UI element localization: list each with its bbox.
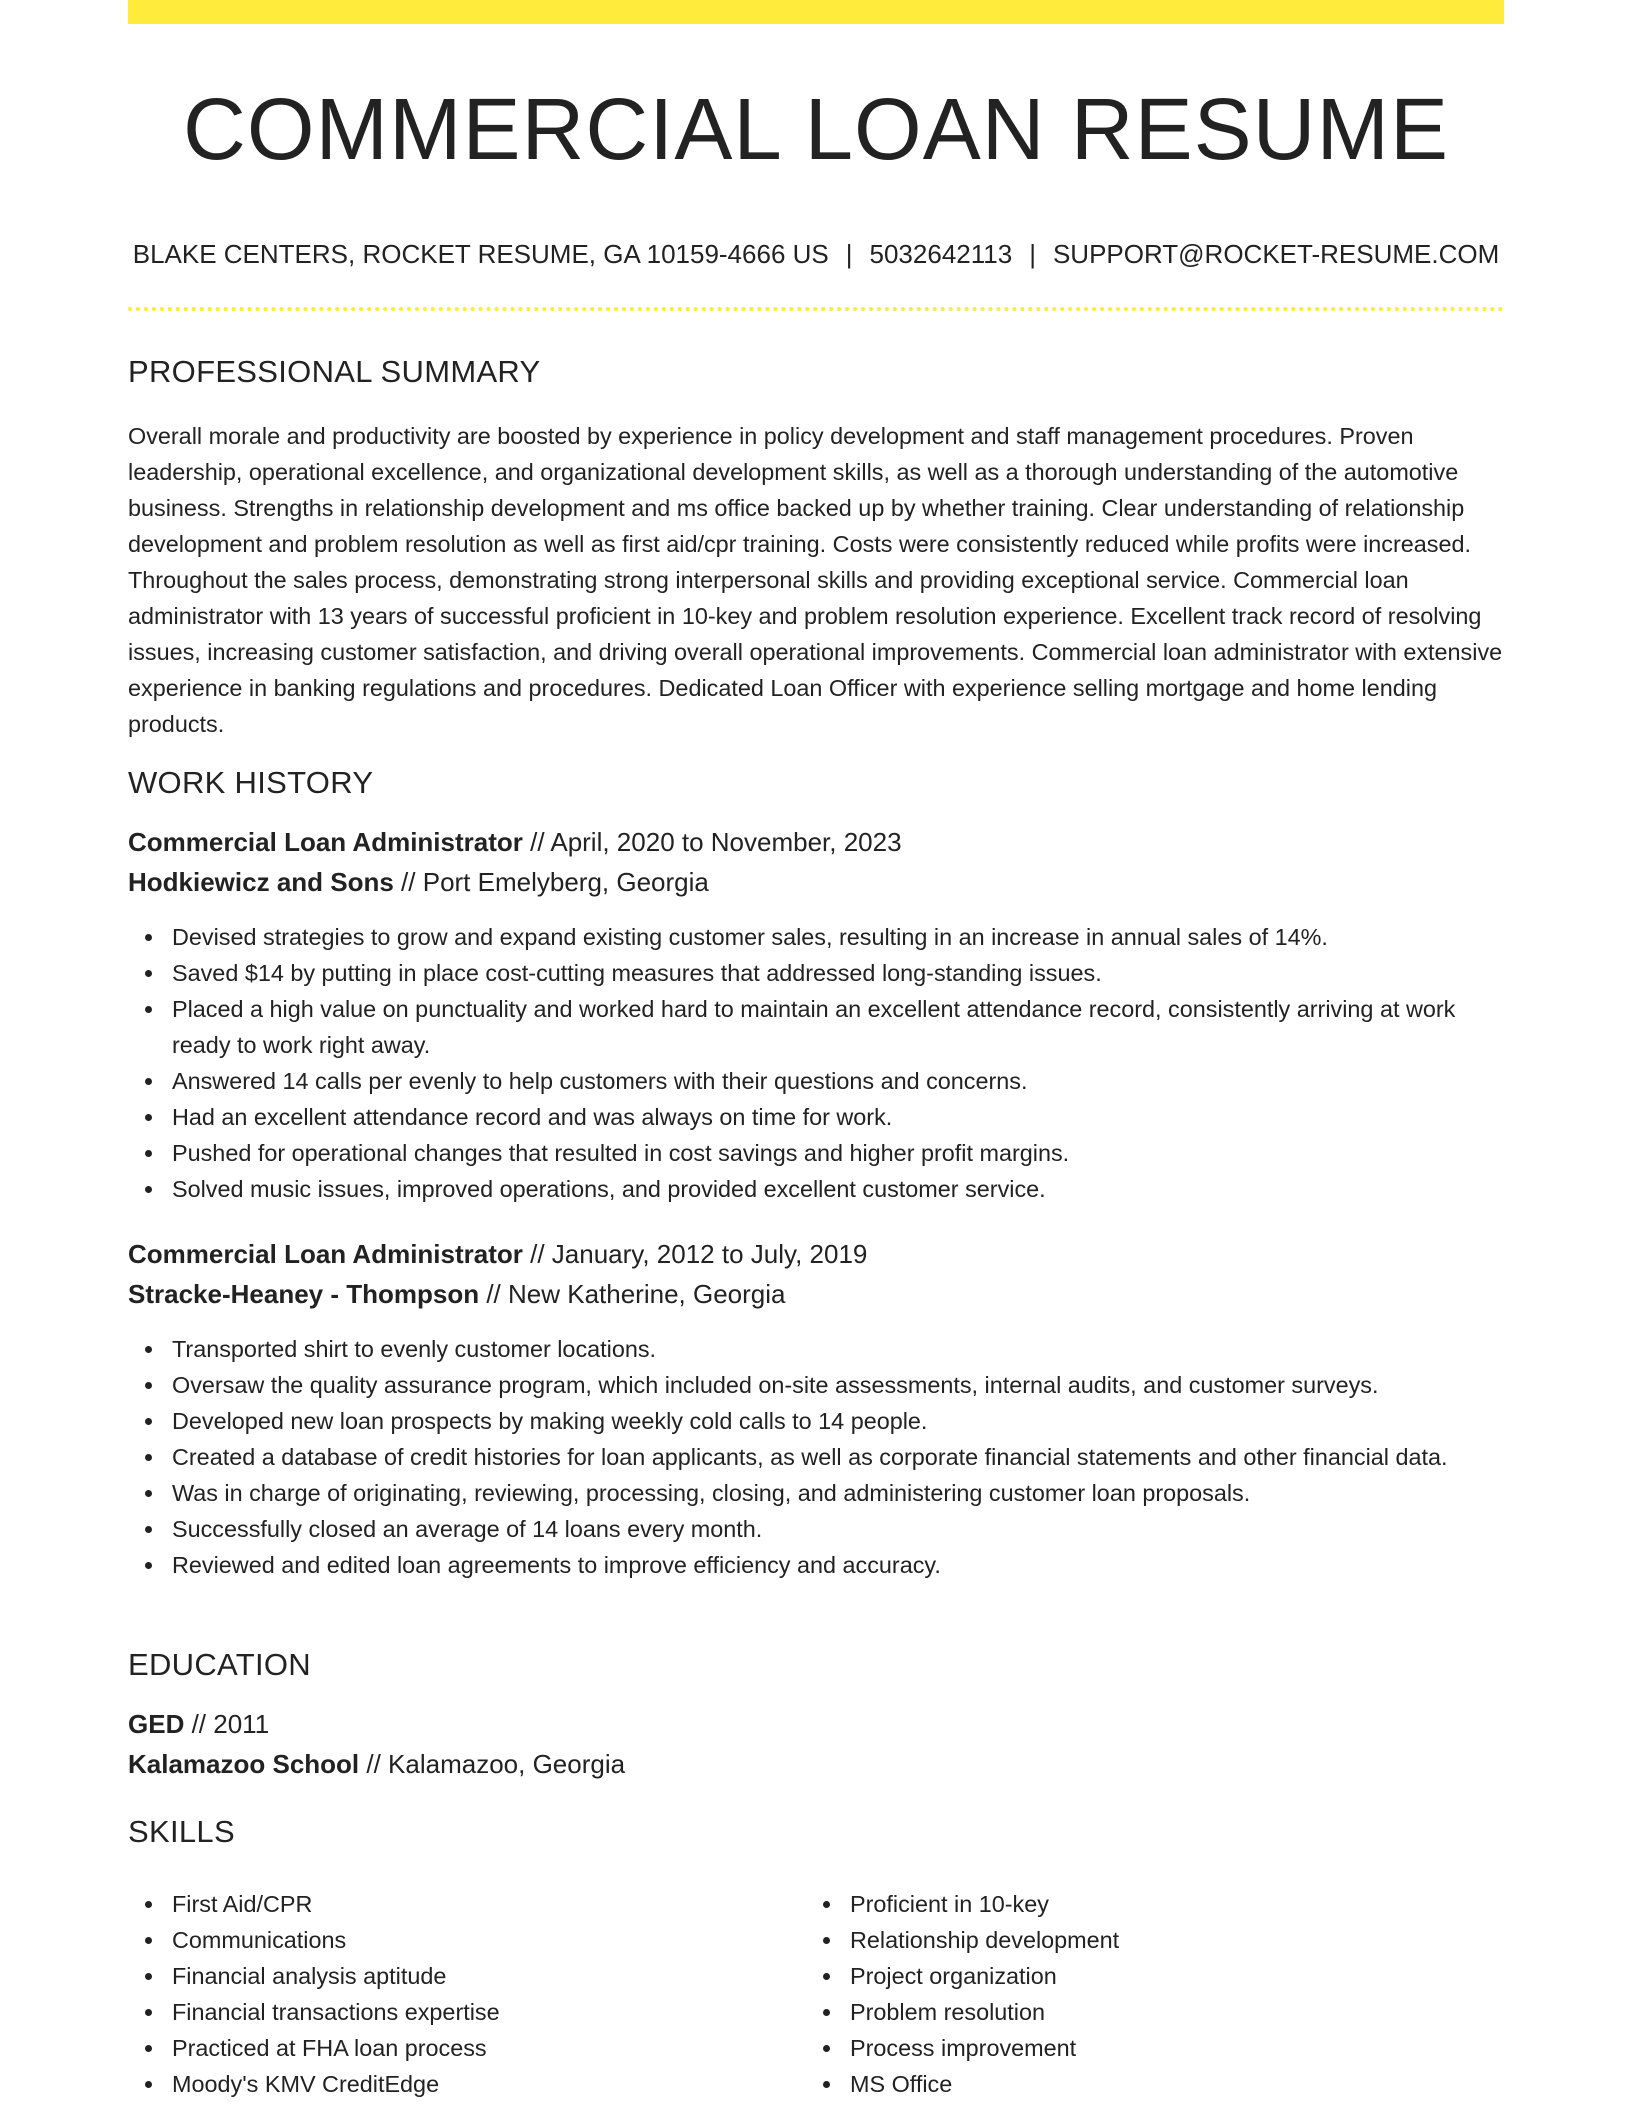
list-item: Placed a high value on punctuality and worked hard to maintain an excellent attendance record, consistently arriving at work ready to work right away. [128, 991, 1504, 1063]
resume-page [128, 0, 1504, 2112]
skills-right-column [806, 1886, 1466, 2102]
list-item: Solved music issues, improved operations, and provided excellent customer service. [128, 1171, 1504, 1207]
job-company-line [128, 864, 709, 900]
education-location: // Kalamazoo, Georgia [359, 1749, 626, 1779]
skill-item: Problem resolution [806, 1994, 1466, 2030]
list-item: Devised strategies to grow and expand existing customer sales, resulting in an increase in annual sales of 14%. [128, 919, 1504, 955]
job-title: Commercial Loan Administrator [128, 827, 523, 857]
contact-line [128, 236, 1504, 272]
education-school: Kalamazoo School [128, 1749, 360, 1779]
job-bullets [128, 1331, 1504, 1583]
job-dates: // January, 2012 to July, 2019 [522, 1239, 868, 1269]
skill-item: Moody's KMV CreditEdge [128, 2066, 788, 2102]
list-item: Created a database of credit histories for loan applicants, as well as corporate financial statements and other financial data. [128, 1439, 1504, 1475]
job-location: // New Katherine, Georgia [479, 1279, 786, 1309]
skill-item: MS Office [806, 2066, 1466, 2102]
skill-item: Proficient in 10-key [806, 1886, 1466, 1922]
skill-item: Practiced at FHA loan process [128, 2030, 788, 2066]
list-item: Reviewed and edited loan agreements to improve efficiency and accuracy. [128, 1547, 1504, 1583]
skill-item: Project organization [806, 1958, 1466, 1994]
skill-item: Process improvement [806, 2030, 1466, 2066]
resume-title: COMMERCIAL LOAN RESUME [183, 81, 1449, 178]
job-company: Hodkiewicz and Sons [128, 867, 394, 897]
skill-item: Financial transactions expertise [128, 1994, 788, 2030]
job-bullets [128, 919, 1504, 1207]
skill-item: Communications [128, 1922, 788, 1958]
education-school-line [128, 1746, 625, 1782]
skill-item: First Aid/CPR [128, 1886, 788, 1922]
list-item: Transported shirt to evenly customer locations. [128, 1331, 1504, 1367]
education-degree: GED [128, 1709, 185, 1739]
list-item: Oversaw the quality assurance program, which included on-site assessments, internal audits, and customer surveys. [128, 1367, 1504, 1403]
job-title-line [128, 824, 902, 860]
contact-address: BLAKE CENTERS, ROCKET RESUME, GA 10159-4666 US [132, 239, 829, 269]
education-year: // 2011 [184, 1709, 270, 1739]
contact-phone: 5032642113 [869, 239, 1013, 269]
list-item: Developed new loan prospects by making weekly cold calls to 14 people. [128, 1403, 1504, 1439]
accent-top-bar [128, 0, 1504, 24]
skills-heading: SKILLS [128, 1814, 235, 1849]
education-heading: EDUCATION [128, 1647, 311, 1682]
list-item: Pushed for operational changes that resulted in cost savings and higher profit margins. [128, 1135, 1504, 1171]
list-item: Successfully closed an average of 14 loans every month. [128, 1511, 1504, 1547]
education-degree-line [128, 1706, 269, 1742]
contact-separator: | [845, 239, 853, 269]
skill-item: Financial analysis aptitude [128, 1958, 788, 1994]
summary-heading: PROFESSIONAL SUMMARY [128, 354, 541, 389]
job-title: Commercial Loan Administrator [128, 1239, 523, 1269]
job-location: // Port Emelyberg, Georgia [393, 867, 709, 897]
job-title-line [128, 1236, 867, 1272]
contact-separator: | [1029, 239, 1036, 269]
job-dates: // April, 2020 to November, 2023 [522, 827, 902, 857]
summary-text: Overall morale and productivity are boosted by experience in policy development and staff management procedures. Proven leadership, operational excellence, and organizational development skills, as well as a thorough understanding of the automotive business. Strengths in relationship development and ms office backed up by whether training. Clear understanding of relationship development and problem resolution as well as first aid/cpr training. Costs were consistently reduced while profits were increased. Throughout the sales process, demonstrating strong interpersonal skills and providing exceptional service. Commercial loan administrator with 13 years of successful proficient in 10-key and problem resolution experience. Excellent track record of resolving issues, increasing customer satisfaction, and driving overall operational improvements. Commercial loan administrator with extensive experience in banking regulations and procedures. Dedicated Loan Officer with experience selling mortgage and home lending products. [128, 423, 1503, 737]
list-item: Was in charge of originating, reviewing, processing, closing, and administering customer loan proposals. [128, 1475, 1504, 1511]
contact-email: SUPPORT@ROCKET-RESUME.COM [1052, 239, 1500, 269]
list-item: Saved $14 by putting in place cost-cutting measures that addressed long-standing issues. [128, 955, 1504, 991]
skills-left-column [128, 1886, 788, 2102]
job-company-line [128, 1276, 785, 1312]
dotted-divider [128, 307, 1504, 311]
work-history-heading: WORK HISTORY [128, 765, 374, 800]
skill-item: Relationship development [806, 1922, 1466, 1958]
list-item: Had an excellent attendance record and was always on time for work. [128, 1099, 1504, 1135]
list-item: Answered 14 calls per evenly to help customers with their questions and concerns. [128, 1063, 1504, 1099]
job-company: Stracke-Heaney - Thompson [128, 1279, 480, 1309]
